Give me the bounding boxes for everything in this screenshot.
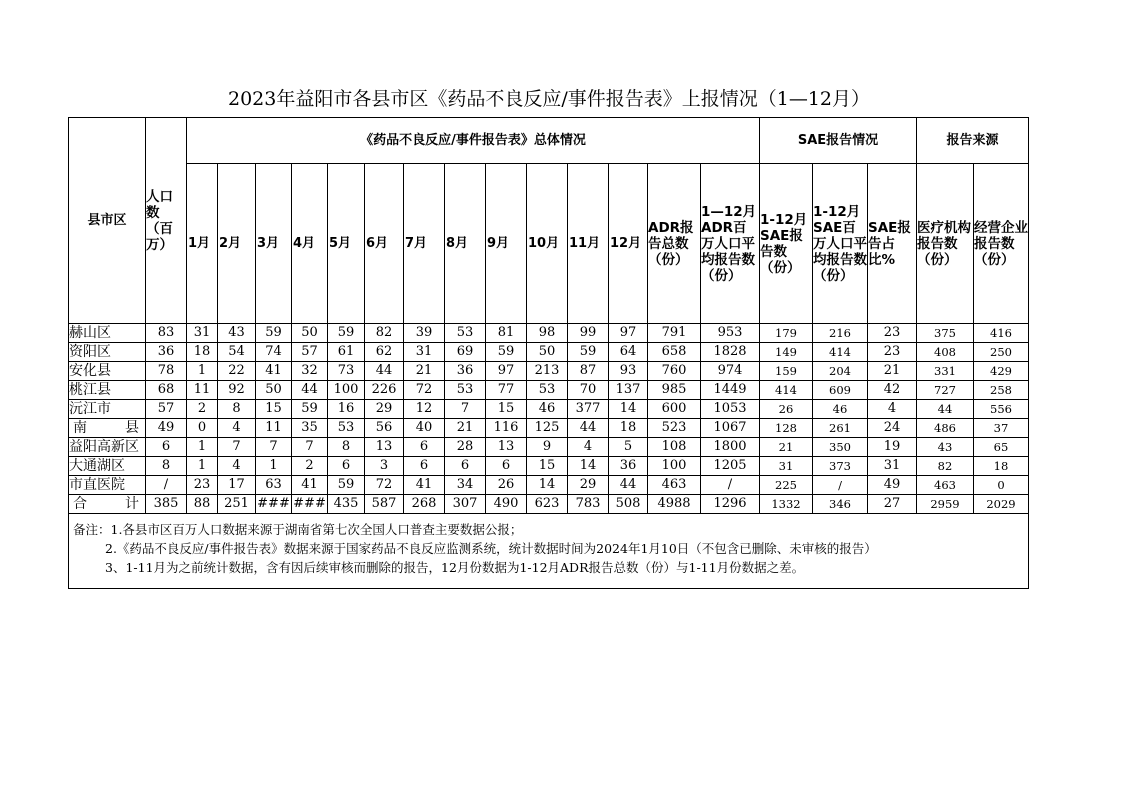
medical-cell: 727: [917, 381, 974, 400]
month-cell: 6: [445, 457, 486, 476]
sae-per-million-cell: 609: [813, 381, 868, 400]
medical-cell: 486: [917, 419, 974, 438]
month-cell: 6: [404, 457, 445, 476]
month-cell: 36: [445, 362, 486, 381]
month-cell: 1: [256, 457, 292, 476]
month-cell: 8: [328, 438, 365, 457]
population-cell: 385: [146, 495, 187, 514]
sae-count-cell: 26: [760, 400, 813, 419]
note-line: 2.《药品不良反应/事件报告表》数据来源于国家药品不良反应监测系统，统计数据时间为2024年1月10日（不包含已删除、未审核的报告）: [105, 541, 877, 556]
month-cell: 7: [218, 438, 256, 457]
county-cell: 资阳区: [69, 343, 146, 362]
month-cell: 53: [527, 381, 568, 400]
month-cell: 1: [187, 438, 218, 457]
table-row: [69, 324, 1029, 343]
month-cell: 59: [568, 343, 609, 362]
month-cell: 70: [568, 381, 609, 400]
month-cell: 100: [328, 381, 365, 400]
month-cell: 87: [568, 362, 609, 381]
header-sae-count: 1-12月SAE报告数（份）: [760, 164, 813, 324]
county-cell: 赫山区: [69, 324, 146, 343]
table-row: [69, 381, 1029, 400]
business-cell: 429: [974, 362, 1029, 381]
county-cell: 大通湖区: [69, 457, 146, 476]
month-cell: 29: [365, 400, 404, 419]
month-cell: 36: [609, 457, 648, 476]
population-cell: /: [146, 476, 187, 495]
month-cell: 8: [218, 400, 256, 419]
month-cell: 61: [328, 343, 365, 362]
county-cell: 南 县: [69, 419, 146, 438]
header-month: 11月: [568, 164, 609, 324]
header-county: 县市区: [69, 118, 146, 324]
county-cell: 合 计: [69, 495, 146, 514]
month-cell: 73: [328, 362, 365, 381]
month-cell: 88: [187, 495, 218, 514]
sae-count-cell: 1332: [760, 495, 813, 514]
business-cell: 258: [974, 381, 1029, 400]
adr-total-cell: 463: [648, 476, 701, 495]
month-cell: 6: [486, 457, 527, 476]
adr-total-cell: 4988: [648, 495, 701, 514]
month-cell: 44: [568, 419, 609, 438]
header-month: 8月: [445, 164, 486, 324]
adr-total-cell: 600: [648, 400, 701, 419]
month-cell: 50: [527, 343, 568, 362]
header-month: 12月: [609, 164, 648, 324]
sae-per-million-cell: /: [813, 476, 868, 495]
month-cell: 7: [292, 438, 328, 457]
sae-ratio-cell: 21: [868, 362, 917, 381]
header-sae-ratio: SAE报告占比%: [868, 164, 917, 324]
month-cell: 64: [609, 343, 648, 362]
adr-per-million-cell: 1296: [701, 495, 760, 514]
business-cell: 0: [974, 476, 1029, 495]
month-cell: 22: [218, 362, 256, 381]
month-cell: 93: [609, 362, 648, 381]
adr-total-cell: 100: [648, 457, 701, 476]
header-month: 6月: [365, 164, 404, 324]
month-cell: 16: [328, 400, 365, 419]
sae-per-million-cell: 216: [813, 324, 868, 343]
medical-cell: 331: [917, 362, 974, 381]
month-cell: 5: [609, 438, 648, 457]
medical-cell: 43: [917, 438, 974, 457]
month-cell: 59: [328, 476, 365, 495]
month-cell: 13: [365, 438, 404, 457]
month-cell: 4: [568, 438, 609, 457]
month-cell: 13: [486, 438, 527, 457]
month-cell: 59: [292, 400, 328, 419]
month-cell: 116: [486, 419, 527, 438]
month-cell: 41: [256, 362, 292, 381]
month-cell: 39: [404, 324, 445, 343]
sae-per-million-cell: 414: [813, 343, 868, 362]
sae-count-cell: 159: [760, 362, 813, 381]
month-cell: 72: [365, 476, 404, 495]
sae-per-million-cell: 204: [813, 362, 868, 381]
month-cell: 53: [445, 381, 486, 400]
month-cell: 97: [486, 362, 527, 381]
sae-per-million-cell: 261: [813, 419, 868, 438]
sae-per-million-cell: 46: [813, 400, 868, 419]
month-cell: 0: [187, 419, 218, 438]
note-line: 3、1-11月为之前统计数据，含有因后续审核而删除的报告，12月份数据为1-12月ADR报告总数（份）与1-11月份数据之差。: [105, 560, 805, 575]
table-row: [69, 438, 1029, 457]
month-cell: 53: [328, 419, 365, 438]
month-cell: 31: [187, 324, 218, 343]
month-cell: 53: [445, 324, 486, 343]
month-cell: 28: [445, 438, 486, 457]
sae-count-cell: 128: [760, 419, 813, 438]
month-cell: 44: [609, 476, 648, 495]
month-cell: 17: [218, 476, 256, 495]
population-cell: 78: [146, 362, 187, 381]
month-cell: 34: [445, 476, 486, 495]
header-adr-total: ADR报告总数（份）: [648, 164, 701, 324]
month-cell: 44: [365, 362, 404, 381]
table-row: [69, 495, 1029, 514]
header-sae-group: SAE报告情况: [760, 118, 917, 164]
month-cell: ###: [292, 495, 328, 514]
month-cell: 41: [292, 476, 328, 495]
sae-ratio-cell: 49: [868, 476, 917, 495]
sae-ratio-cell: 4: [868, 400, 917, 419]
month-cell: 307: [445, 495, 486, 514]
adr-per-million-cell: 1828: [701, 343, 760, 362]
month-cell: 21: [445, 419, 486, 438]
month-cell: 57: [292, 343, 328, 362]
county-cell: 沅江市: [69, 400, 146, 419]
month-cell: 623: [527, 495, 568, 514]
population-cell: 36: [146, 343, 187, 362]
medical-cell: 44: [917, 400, 974, 419]
month-cell: 1: [187, 362, 218, 381]
sae-ratio-cell: 23: [868, 324, 917, 343]
month-cell: 11: [187, 381, 218, 400]
county-cell: 益阳高新区: [69, 438, 146, 457]
medical-cell: 375: [917, 324, 974, 343]
sae-count-cell: 179: [760, 324, 813, 343]
month-cell: 50: [256, 381, 292, 400]
month-cell: 1: [187, 457, 218, 476]
table-row: [69, 419, 1029, 438]
business-cell: 18: [974, 457, 1029, 476]
sae-ratio-cell: 23: [868, 343, 917, 362]
month-cell: 59: [256, 324, 292, 343]
month-cell: 43: [218, 324, 256, 343]
business-cell: 416: [974, 324, 1029, 343]
month-cell: 11: [256, 419, 292, 438]
adr-per-million-cell: 1800: [701, 438, 760, 457]
population-cell: 49: [146, 419, 187, 438]
month-cell: 125: [527, 419, 568, 438]
table-row: [69, 400, 1029, 419]
month-cell: 4: [218, 419, 256, 438]
sae-count-cell: 225: [760, 476, 813, 495]
month-cell: 14: [568, 457, 609, 476]
month-cell: 18: [609, 419, 648, 438]
table-row: [69, 343, 1029, 362]
sae-ratio-cell: 24: [868, 419, 917, 438]
adr-total-cell: 985: [648, 381, 701, 400]
month-cell: 783: [568, 495, 609, 514]
month-cell: 137: [609, 381, 648, 400]
population-cell: 8: [146, 457, 187, 476]
month-cell: 490: [486, 495, 527, 514]
month-cell: 251: [218, 495, 256, 514]
county-cell: 市直医院: [69, 476, 146, 495]
header-month: 4月: [292, 164, 328, 324]
header-source-group: 报告来源: [917, 118, 1029, 164]
adr-total-cell: 791: [648, 324, 701, 343]
business-cell: 2029: [974, 495, 1029, 514]
medical-cell: 82: [917, 457, 974, 476]
month-cell: 92: [218, 381, 256, 400]
month-cell: 508: [609, 495, 648, 514]
month-cell: 62: [365, 343, 404, 362]
month-cell: 59: [486, 343, 527, 362]
business-cell: 250: [974, 343, 1029, 362]
month-cell: 4: [218, 457, 256, 476]
sae-ratio-cell: 31: [868, 457, 917, 476]
month-cell: 12: [404, 400, 445, 419]
adr-per-million-cell: 1205: [701, 457, 760, 476]
month-cell: 29: [568, 476, 609, 495]
month-cell: 40: [404, 419, 445, 438]
table-row: [69, 457, 1029, 476]
month-cell: 44: [292, 381, 328, 400]
page-title: 2023年益阳市各县市区《药品不良反应/事件报告表》上报情况（1—12月）: [227, 88, 871, 110]
month-cell: 81: [486, 324, 527, 343]
month-cell: 50: [292, 324, 328, 343]
month-cell: 99: [568, 324, 609, 343]
population-cell: 83: [146, 324, 187, 343]
table-row: [69, 362, 1029, 381]
month-cell: 98: [527, 324, 568, 343]
adr-per-million-cell: 953: [701, 324, 760, 343]
header-business: 经营企业报告数（份）: [974, 164, 1029, 324]
business-cell: 65: [974, 438, 1029, 457]
business-cell: 37: [974, 419, 1029, 438]
month-cell: 18: [187, 343, 218, 362]
header-month: 3月: [256, 164, 292, 324]
month-cell: 7: [445, 400, 486, 419]
month-cell: 14: [527, 476, 568, 495]
month-cell: 59: [328, 324, 365, 343]
month-cell: ###: [256, 495, 292, 514]
notes-section: [68, 513, 1029, 589]
month-cell: 15: [527, 457, 568, 476]
county-cell: 桃江县: [69, 381, 146, 400]
adr-total-cell: 108: [648, 438, 701, 457]
month-cell: 69: [445, 343, 486, 362]
adr-total-cell: 523: [648, 419, 701, 438]
medical-cell: 463: [917, 476, 974, 495]
header-month: 7月: [404, 164, 445, 324]
month-cell: 46: [527, 400, 568, 419]
adr-per-million-cell: 1067: [701, 419, 760, 438]
sae-count-cell: 149: [760, 343, 813, 362]
month-cell: 21: [404, 362, 445, 381]
adr-per-million-cell: 974: [701, 362, 760, 381]
population-cell: 68: [146, 381, 187, 400]
sae-ratio-cell: 27: [868, 495, 917, 514]
month-cell: 41: [404, 476, 445, 495]
header-month: 5月: [328, 164, 365, 324]
adr-total-cell: 658: [648, 343, 701, 362]
month-cell: 26: [486, 476, 527, 495]
month-cell: 226: [365, 381, 404, 400]
medical-cell: 2959: [917, 495, 974, 514]
header-month: 1月: [187, 164, 218, 324]
month-cell: 2: [292, 457, 328, 476]
month-cell: 56: [365, 419, 404, 438]
header-population: 人口数（百万）: [146, 118, 187, 324]
note-line: 备注：1.各县市区百万人口数据来源于湖南省第七次全国人口普查主要数据公报；: [73, 522, 523, 537]
month-cell: 213: [527, 362, 568, 381]
month-cell: 6: [328, 457, 365, 476]
business-cell: 556: [974, 400, 1029, 419]
month-cell: 31: [404, 343, 445, 362]
sae-per-million-cell: 346: [813, 495, 868, 514]
month-cell: 587: [365, 495, 404, 514]
month-cell: 72: [404, 381, 445, 400]
month-cell: 15: [486, 400, 527, 419]
sae-count-cell: 31: [760, 457, 813, 476]
header-month: 10月: [527, 164, 568, 324]
month-cell: 3: [365, 457, 404, 476]
report-table: [68, 117, 1029, 514]
month-cell: 15: [256, 400, 292, 419]
population-cell: 6: [146, 438, 187, 457]
header-month: 2月: [218, 164, 256, 324]
month-cell: 377: [568, 400, 609, 419]
sae-ratio-cell: 19: [868, 438, 917, 457]
sae-per-million-cell: 373: [813, 457, 868, 476]
month-cell: 82: [365, 324, 404, 343]
sae-count-cell: 414: [760, 381, 813, 400]
county-cell: 安化县: [69, 362, 146, 381]
month-cell: 14: [609, 400, 648, 419]
adr-per-million-cell: /: [701, 476, 760, 495]
adr-total-cell: 760: [648, 362, 701, 381]
month-cell: 97: [609, 324, 648, 343]
adr-per-million-cell: 1053: [701, 400, 760, 419]
month-cell: 2: [187, 400, 218, 419]
month-cell: 63: [256, 476, 292, 495]
month-cell: 268: [404, 495, 445, 514]
month-cell: 7: [256, 438, 292, 457]
header-month: 9月: [486, 164, 527, 324]
header-medical: 医疗机构报告数（份）: [917, 164, 974, 324]
population-cell: 57: [146, 400, 187, 419]
month-cell: 32: [292, 362, 328, 381]
header-sae-per-million: 1-12月SAE百万人口平均报告数（份）: [813, 164, 868, 324]
month-cell: 35: [292, 419, 328, 438]
month-cell: 77: [486, 381, 527, 400]
medical-cell: 408: [917, 343, 974, 362]
adr-per-million-cell: 1449: [701, 381, 760, 400]
month-cell: 6: [404, 438, 445, 457]
month-cell: 74: [256, 343, 292, 362]
header-adr-per-million: 1—12月ADR百万人口平均报告数（份）: [701, 164, 760, 324]
sae-ratio-cell: 42: [868, 381, 917, 400]
month-cell: 54: [218, 343, 256, 362]
month-cell: 9: [527, 438, 568, 457]
header-overall-group: 《药品不良反应/事件报告表》总体情况: [187, 118, 760, 164]
month-cell: 23: [187, 476, 218, 495]
sae-count-cell: 21: [760, 438, 813, 457]
month-cell: 435: [328, 495, 365, 514]
sae-per-million-cell: 350: [813, 438, 868, 457]
table-row: [69, 476, 1029, 495]
